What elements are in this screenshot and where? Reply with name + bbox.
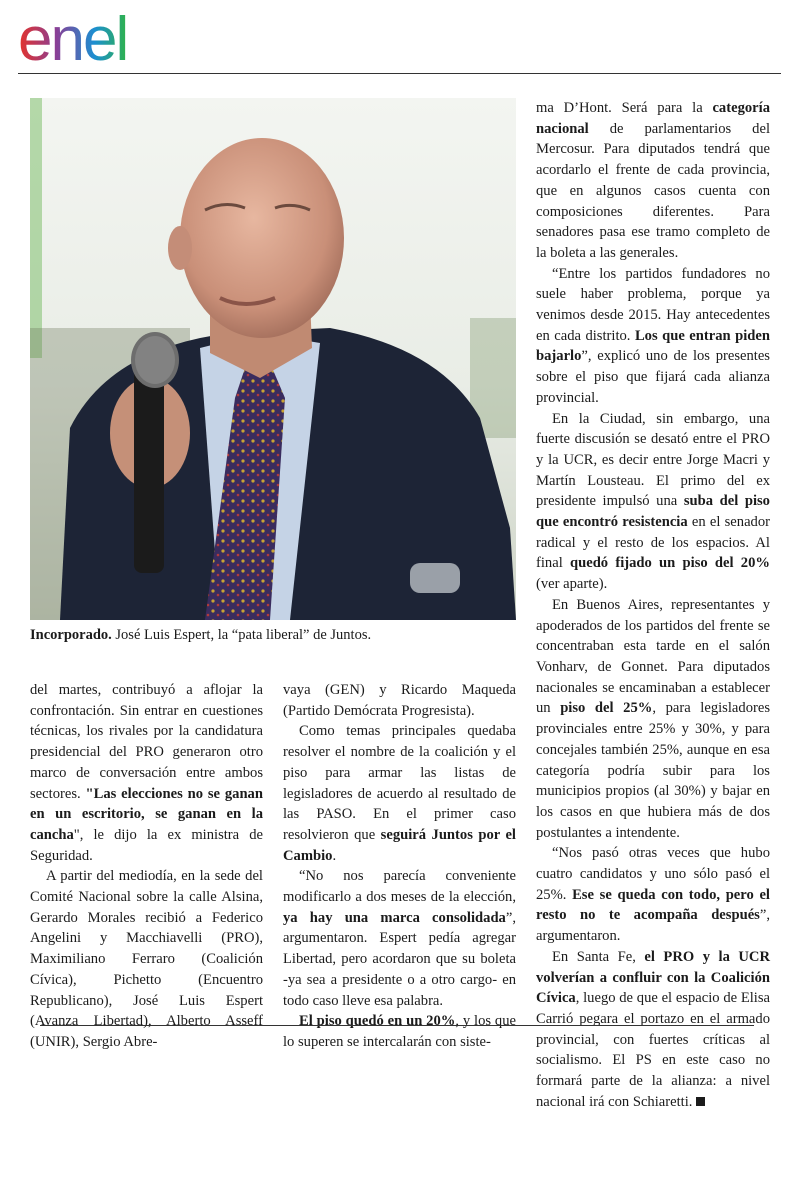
paragraph-bold: seguirá Juntos por el Cambio [283,826,516,864]
paragraph-bold: piso del 25% [560,700,653,717]
article-column-3 [536,98,770,1112]
paragraph [536,98,770,264]
paragraph [30,680,263,866]
article-photo [30,98,516,620]
paragraph [283,866,516,1011]
paragraph-text: en el senador radical y el resto de los espacios. Al final [536,514,770,572]
paragraph-bold: Ese se queda con todo, pero el resto no te acompaña después [536,886,770,924]
paragraph-bold: Los que entran piden bajarlo [536,327,771,365]
paragraph-text: “No nos parecía conveniente modificarlo a dos meses de la elección, [283,868,516,906]
paragraph-text: ”, argumentaron. [536,907,770,945]
paragraph [536,595,770,843]
paragraph-bold: suba del piso que encontró resistencia [536,493,770,531]
caption-text: José Luis Espert, la “pata liberal” de Juntos. [111,627,372,643]
paragraph-text: . [332,847,337,864]
paragraph-text: En Santa Fe, [552,948,645,965]
paragraph-text: A partir del mediodía, en la sede del Comité Nacional sobre la calle Alsina, Gerardo Morales recibió a Federico Angelini y Macchiavelli (PRO), Maximiliano Ferraro (Coalición Cívica), Pichetto (Encuentro Republicano), José Luis Espert (Avanza Libertad), Alberto Asseff (UNIR), Sergio Abre- [30,868,263,1050]
paragraph-text: En Buenos Aires, representantes y apoderados de los partidos del frente se concentraban esta tarde en el salón Vonharv, de Gonnet. Para diputados nacionales se encaminaban a establecer un [536,596,770,717]
end-of-article-mark [696,1097,705,1106]
paragraph-bold: "Las elecciones no se ganan en un escritorio, se ganan en la cancha [30,785,263,843]
paragraph-text: vaya (GEN) y Ricardo Maqueda (Partido Demócrata Progresista). [283,682,516,719]
article-column-1 [30,680,263,1053]
paragraph-text: (ver aparte). [536,576,608,593]
paragraph [283,1011,516,1052]
paragraph-text: ma D’Hont. Será para la [536,100,713,116]
article-column-2 [283,680,516,1053]
paragraph [283,680,516,721]
paragraph [536,264,770,409]
paragraph-bold: el PRO y la UCR volverían a confluir con la Coalición Cívica [536,948,770,1007]
footer-divider [40,1025,754,1026]
paragraph-text: del martes, contribuyó a aflojar la confrontación. Sin entrar en cuestiones técnicas, los rivales por la candidatura presidencial del PRO generaron otro marco de conversación entre ambos sectores. [30,682,263,802]
paragraph-text: ”, explicó uno de los presentes sobre el piso que fijará cada alianza provincial. [536,348,770,406]
paragraph [536,947,770,1113]
paragraph-text: , para legisladores provinciales entre 25% y 30%, y para concejales también 25%, aunque en esa categoría podría subir para los municipios propios (al 30%) y bajar en los casos en que hubiera más de dos postulantes a intendente. [536,700,771,841]
paragraph-bold: categoría nacional [536,100,770,137]
caption-lead: Incorporado. [30,627,112,643]
paragraph-bold: quedó fijado un piso del 20% [569,555,770,572]
paragraph [536,409,770,595]
paragraph-bold: El piso quedó en un 20% [299,1013,456,1030]
paragraph-text: ", le dijo la ex ministra de Seguridad. [30,826,263,864]
paragraph-text: de parlamentarios del Mercosur. Para diputados tendrá que acordarlo el frente de cada provincia, que en algunos casos cuenta con composiciones diferentes. Para senadores pasa ese tramo completo de la boleta a las generales. [536,120,770,261]
paragraph-text: Como temas principales quedaba resolver el nombre de la coalición y el piso para armar las listas de legisladores de acuerdo al resultado de las PASO. En el primer caso resolvieron que [283,723,516,843]
enel-logo [18,4,183,66]
enel-logo-text: enel [18,5,128,66]
photo-caption [30,625,520,645]
paragraph-text: , luego de que el espacio de Elisa Carrió pegara el portazo en el armado provincial, con fuertes críticas al socialismo. El PS en este caso no formará parte de la alianza: a nivel nacional irá con Schiaretti. [536,990,770,1110]
paragraph-text: , y los que lo superen se intercalarán con siste- [283,1013,516,1050]
header-divider [18,73,781,74]
paragraph [283,721,516,866]
paragraph-text: En la Ciudad, sin embargo, una fuerte discusión se desató entre el PRO y la UCR, es decir entre Jorge Macri y Martín Lousteau. El primo del ex presidente impulsó una [536,410,770,510]
paragraph [536,843,770,947]
paragraph-text: “Nos pasó otras veces que hubo cuatro candidatos y uno sólo pasó el 25%. [536,845,770,903]
paragraph-text: ”, argumentaron. Espert pedía agregar Libertad, pero acordaron que su boleta -ya sea a presidente o a otro cargo- en todo caso lleve esa palabra. [283,909,516,1009]
paragraph-text: “Entre los partidos fundadores no suele haber problema, porque ya venimos desde 2015. Hay antecedentes en cada distrito. [536,265,770,344]
paragraph-bold: ya hay una marca consolidada [283,909,506,926]
